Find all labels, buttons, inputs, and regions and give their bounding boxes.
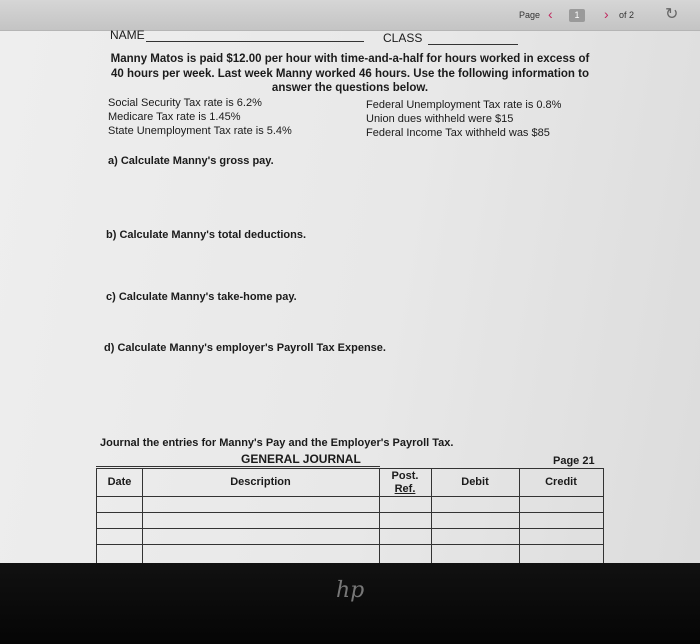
hp-logo: hp: [336, 578, 365, 603]
page-count-label: of 2: [619, 10, 635, 20]
table-row: [97, 528, 603, 529]
column-header-credit: Credit: [545, 476, 577, 488]
table-row: [97, 512, 603, 513]
class-label: CLASS: [383, 31, 423, 45]
question-b: b) Calculate Manny's total deductions.: [106, 229, 307, 241]
column-header-post-ref: Post.: [391, 470, 419, 482]
monitor-bezel: [0, 563, 700, 644]
column-header-date: Date: [107, 476, 132, 488]
refresh-icon[interactable]: ↻: [665, 6, 679, 23]
fact-federal-unemployment: Federal Unemployment Tax rate is 0.8%: [366, 99, 562, 111]
journal-title: GENERAL JOURNAL: [241, 452, 361, 466]
journal-page: Page 21: [553, 455, 595, 467]
fact-medicare: Medicare Tax rate is 1.45%: [108, 111, 241, 123]
column-header-debit: Debit: [461, 476, 489, 488]
fact-social-security: Social Security Tax rate is 6.2%: [108, 97, 262, 109]
question-d: d) Calculate Manny's employer's Payroll Tax Expense.: [104, 342, 386, 354]
question-a: a) Calculate Manny's gross pay.: [108, 155, 274, 167]
table-row: [97, 496, 603, 497]
journal-title-underline: [96, 466, 380, 467]
fact-union-dues: Union dues withheld were $15: [366, 113, 514, 125]
current-page-field[interactable]: 1: [569, 9, 585, 22]
problem-intro: Manny Matos is paid $12.00 per hour with time-and-a-half for hours worked in excess of 40 hours per week. Last week Manny worked 46 hours. Use the following information to answer the questions below.: [110, 53, 590, 94]
column-header-description: Description: [230, 476, 291, 488]
column-header-post-ref-2: Ref.: [394, 483, 416, 495]
previous-page-icon[interactable]: ‹: [548, 6, 553, 22]
name-label: NAME: [110, 28, 145, 42]
fact-state-unemployment: State Unemployment Tax rate is 5.4%: [108, 125, 292, 137]
name-blank: [146, 41, 364, 42]
next-page-icon[interactable]: ›: [604, 6, 609, 22]
fact-federal-income-tax: Federal Income Tax withheld was $85: [366, 127, 550, 139]
general-journal-table: [96, 468, 604, 565]
class-blank: [428, 44, 518, 45]
pdf-toolbar: [0, 0, 700, 31]
page-label: Page: [519, 10, 541, 20]
question-c: c) Calculate Manny's take-home pay.: [106, 291, 297, 303]
table-row: [97, 544, 603, 545]
journal-instruction: Journal the entries for Manny's Pay and the Employer's Payroll Tax.: [100, 437, 454, 449]
